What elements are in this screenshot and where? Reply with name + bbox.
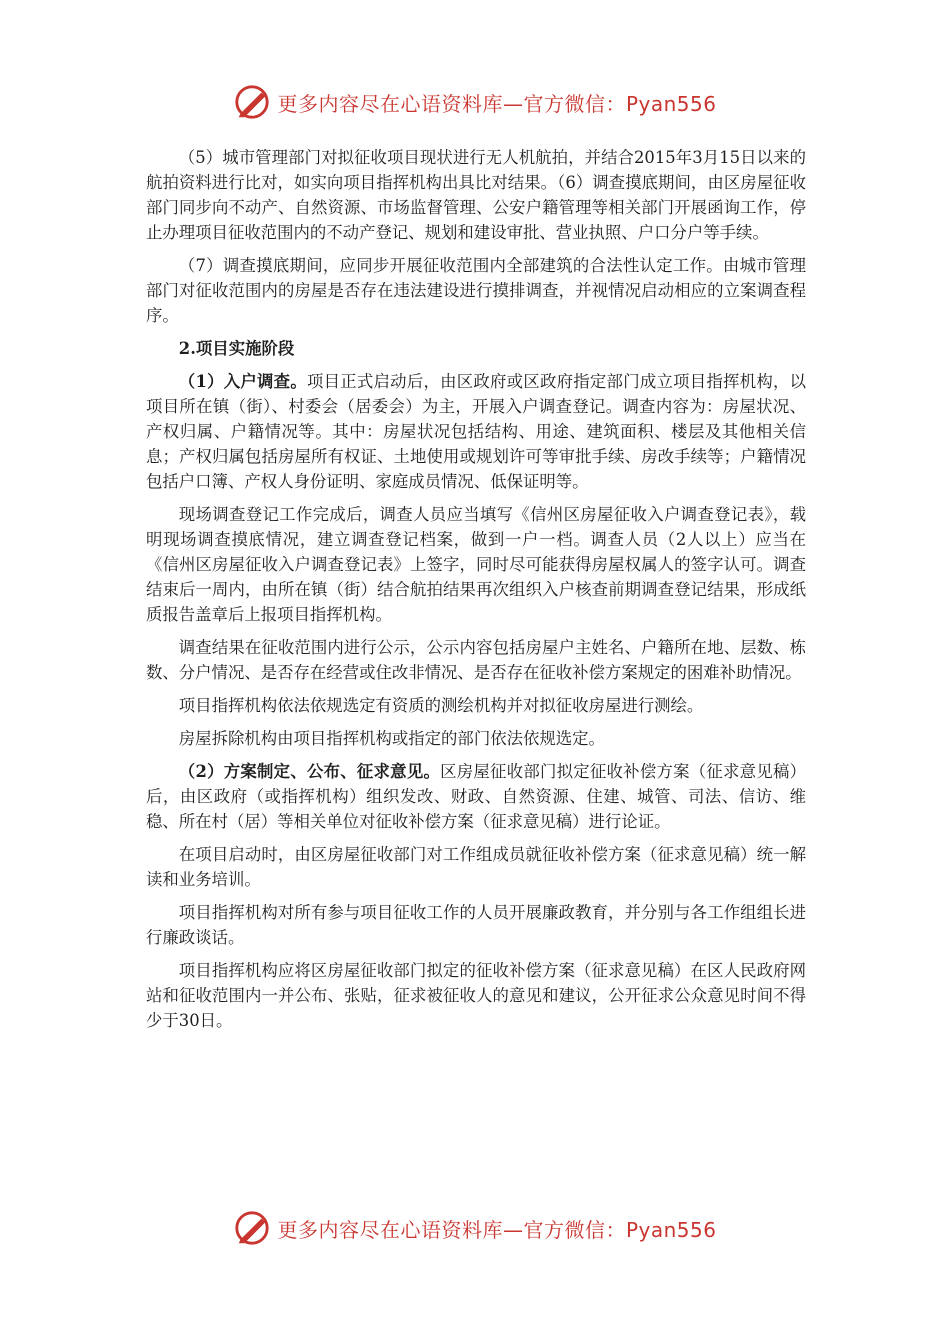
paragraph: 项目指挥机构应将区房屋征收部门拟定的征收补偿方案（征求意见稿）在区人民政府网站和征收范围内一并公布、张贴，征求被征收人的意见和建议，公开征求公众意见时间不得少于30日。 xyxy=(146,961,806,1030)
paragraph xyxy=(146,369,806,494)
paragraph-lead: （2）方案制定、公布、征求意见。 xyxy=(178,762,441,781)
paragraph xyxy=(146,759,806,834)
paragraph: 房屋拆除机构由项目指挥机构或指定的部门依法依规选定。 xyxy=(178,729,605,748)
paragraph-text: 区房屋征收部门拟定征收补偿方案（征求意见稿）后，由区政府（或指挥机构）组织发改、财政、自然资源、住建、城管、司法、信访、维稳、所在村（居）等相关单位对征收补偿方案（征求意见稿）进行论证。 xyxy=(146,762,807,831)
pen-logo-icon xyxy=(233,83,271,121)
document-body xyxy=(146,145,806,1041)
banner-text: 更多内容尽在心语资料库—官方微信：Pyan556 xyxy=(277,1217,717,1242)
paragraph: 在项目启动时，由区房屋征收部门对工作组成员就征收补偿方案（征求意见稿）统一解读和业务培训。 xyxy=(146,845,806,889)
paragraph: 项目指挥机构依法依规选定有资质的测绘机构并对拟征收房屋进行测绘。 xyxy=(178,696,704,715)
pen-logo-icon xyxy=(233,1209,271,1247)
paragraph: 调查结果在征收范围内进行公示，公示内容包括房屋户主姓名、户籍所在地、层数、栋数、分户情况、是否存在经营或住改非情况、是否存在征收补偿方案规定的困难补助情况。 xyxy=(146,638,806,682)
footer-banner xyxy=(0,1206,950,1250)
paragraph: （5）城市管理部门对拟征收项目现状进行无人机航拍，并结合2015年3月15日以来的航拍资料进行比对，如实向项目指挥机构出具比对结果。（6）调查摸底期间，由区房屋征收部门同步向不动产、自然资源、市场监督管理、公安户籍管理等相关部门开展函询工作，停止办理项目征收范围内的不动产登记、规划和建设审批、营业执照、户口分户等手续。 xyxy=(146,148,806,242)
header-banner xyxy=(0,80,950,124)
section-heading: 2.项目实施阶段 xyxy=(178,339,295,358)
paragraph-text: 项目正式启动后，由区政府或区政府指定部门成立项目指挥机构，以项目所在镇（街）、村委会（居委会）为主，开展入户调查登记。调查内容为：房屋状况、产权归属、户籍情况等。其中：房屋状况包括结构、用途、建筑面积、楼层及其他相关信息；产权归属包括房屋所有权证、土地使用或规划许可等审批手续、房改手续等；户籍情况包括户口簿、产权人身份证明、家庭成员情况、低保证明等。 xyxy=(146,372,807,491)
banner-text: 更多内容尽在心语资料库—官方微信：Pyan556 xyxy=(277,91,717,116)
paragraph: （7）调查摸底期间，应同步开展征收范围内全部建筑的合法性认定工作。由城市管理部门对征收范围内的房屋是否存在违法建设进行摸排调查，并视情况启动相应的立案调查程序。 xyxy=(146,256,806,325)
paragraph-lead: （1）入户调查。 xyxy=(178,372,307,391)
paragraph: 项目指挥机构对所有参与项目征收工作的人员开展廉政教育，并分别与各工作组组长进行廉政谈话。 xyxy=(146,903,806,947)
paragraph: 现场调查登记工作完成后，调查人员应当填写《信州区房屋征收入户调查登记表》，载明现场调查摸底情况，建立调查登记档案，做到一户一档。调查人员（2人以上）应当在《信州区房屋征收入户调查登记表》上签字，同时尽可能获得房屋权属人的签字认可。调查结束后一周内，由所在镇（街）结合航拍结果再次组织入户核查前期调查登记结果，形成纸质报告盖章后上报项目指挥机构。 xyxy=(146,505,806,624)
